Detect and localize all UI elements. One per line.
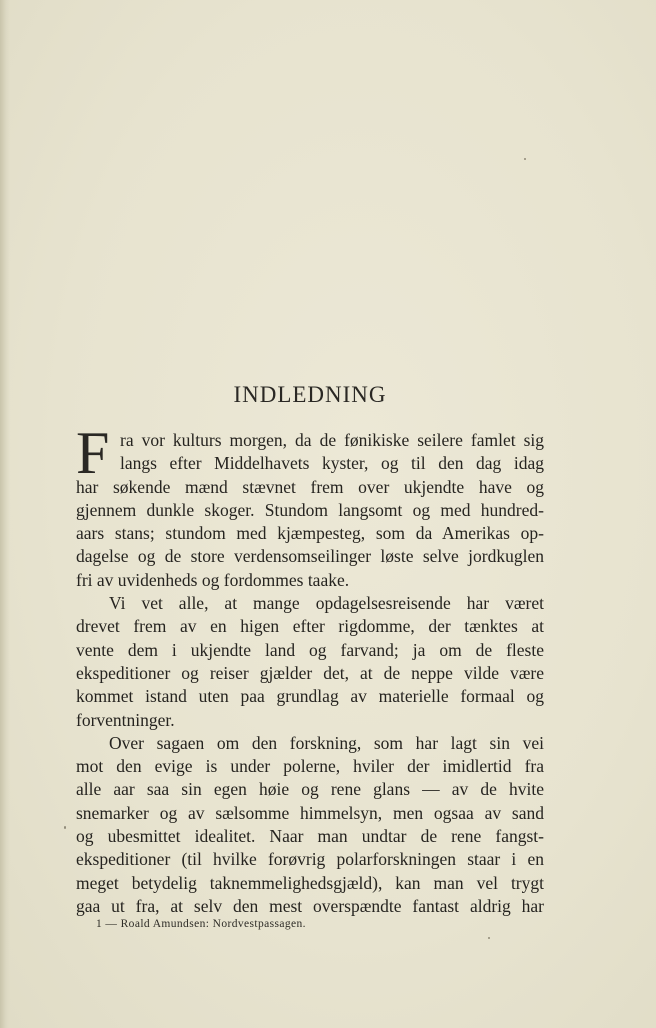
text-line: og ubesmittet idealitet. Naar man undtar de rene fangst-: [76, 826, 544, 847]
text-line: mot den evige is under polerne, hviler der imidlertid fra: [76, 756, 544, 777]
page-gutter-shadow: [0, 0, 10, 1028]
text-line: drevet frem av en higen efter rigdomme, der tænktes at: [76, 616, 544, 637]
text-line: dagelse og de store verdensomseilinger løste selve jordkuglen: [76, 546, 544, 567]
text-line: meget betydelig taknemmelighedsgjæld), kan man vel trygt: [76, 872, 544, 893]
chapter-body: [76, 420, 544, 918]
paper-speck: [64, 826, 66, 829]
text-line: aars stans; stundom med kjæmpesteg, som da Amerikas op-: [76, 523, 544, 544]
text-line: gjennem dunkle skoger. Stundom langsomt og med hundred-: [76, 499, 544, 520]
text-line: Over sagaen om den forskning, som har lagt sin vei: [109, 732, 544, 753]
chapter-heading: INDLEDNING: [233, 382, 387, 407]
text-line: alle aar saa sin egen høie og rene glans — av de hvite: [76, 779, 544, 800]
text-line: forventninger.: [76, 709, 175, 730]
drop-cap: F: [76, 420, 110, 486]
text-line: Vi vet alle, at mange opdagelsesreisende har været: [109, 593, 544, 614]
text-line: har søkende mænd stævnet frem over ukjendte have og: [76, 476, 544, 497]
text-line: kommet istand uten paa grundlag av materielle formaal og: [76, 686, 544, 707]
text-line: ekspeditioner (til hvilke forøvrig polarforskningen staar i en: [76, 849, 544, 870]
page-footer-signature: 1 — Roald Amundsen: Nordvestpassagen.: [96, 918, 306, 930]
text-line: fri av uvidenheds og fordommes taake.: [76, 569, 350, 590]
text-line: snemarker og av sælsomme himmelsyn, men ogsaa av sand: [76, 802, 544, 823]
text-line: gaa ut fra, at selv den mest overspændte fantast aldrig har: [76, 895, 544, 916]
text-line: ekspeditioner og reiser gjælder det, at de neppe vilde være: [76, 662, 544, 683]
text-line: vente dem i ukjendte land og farvand; ja om de fleste: [76, 639, 544, 660]
text-line: ra vor kulturs morgen, da de fønikiske seilere famlet sig: [120, 430, 544, 450]
paper-speck: [524, 158, 526, 160]
text-line: langs efter Middelhavets kyster, og til den dag idag: [120, 453, 544, 474]
paper-speck: [488, 937, 490, 939]
